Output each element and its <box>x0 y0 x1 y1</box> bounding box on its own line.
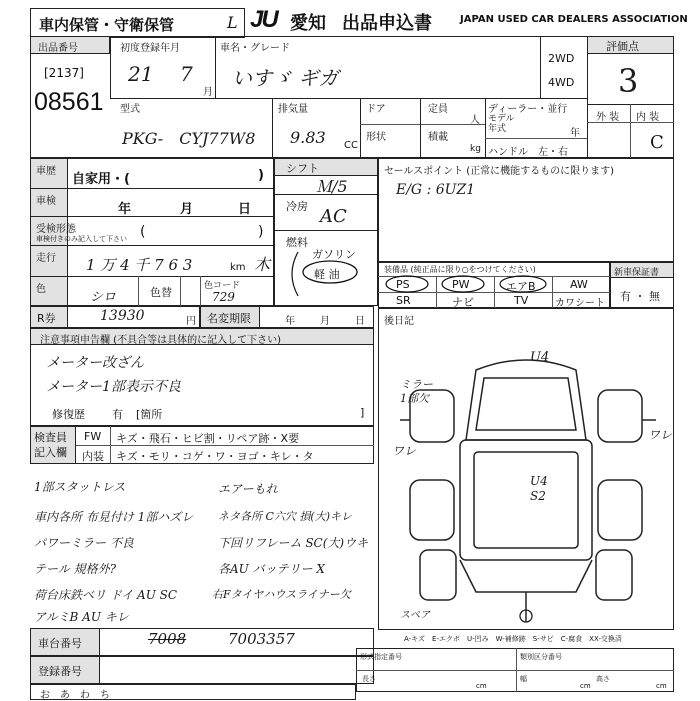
diesel-circle <box>300 258 360 286</box>
dims-class-label: 類別区分番号 <box>520 653 562 661</box>
mileage-mark: 木 <box>254 255 271 274</box>
divider <box>587 36 588 158</box>
load-label: 積載 <box>428 132 448 143</box>
notes-history-label: 修復歴 <box>52 408 85 421</box>
color-label: 色 <box>36 284 46 295</box>
bottom-cell-2: あ <box>60 690 70 701</box>
inspection-day: 日 <box>238 202 252 217</box>
inspection-label: 車検 <box>36 196 56 207</box>
warranty-label: 新車保証書 <box>614 268 660 278</box>
frame-label: 車台番号 <box>38 637 82 650</box>
equip-airbag-circle <box>498 274 548 294</box>
divider <box>180 276 181 306</box>
bottom-cell-1: お <box>40 690 50 701</box>
score-int-value: C <box>650 132 664 153</box>
storage-stamp: 車内保管・守衛保管 <box>39 16 175 34</box>
sales-value: E/G : 6UZ1 <box>396 182 476 198</box>
model-value: PKG- CYJ77W8 <box>122 129 256 148</box>
diagram-right: ワレ <box>648 428 673 442</box>
remark-4: ネタ各所 C六穴 損(大)キレ <box>218 510 352 523</box>
score-value: 3 <box>618 62 639 100</box>
fuel-label: 燃料 <box>286 236 308 249</box>
notes-line2: メーター1部表示不良 <box>46 379 181 395</box>
sales-label: セールスポイント (正常に機能するものに限ります) <box>384 166 615 177</box>
load-unit: kg <box>470 144 481 154</box>
inspector-fw-text: キズ・飛石・ヒビ割・リペア跡・X要 <box>116 432 300 445</box>
lot-sub: [2137] <box>44 66 84 80</box>
truck-diagram <box>380 330 672 630</box>
shift-label: シフト <box>286 162 319 175</box>
notes-history-value: 有 <box>112 408 123 421</box>
remark-3: 車内各所 布見付け 1部ハズレ <box>34 510 194 524</box>
equip-ps-circle <box>384 274 430 294</box>
divider <box>110 36 111 98</box>
inspector-interior: 内装 <box>82 450 104 463</box>
doors-label: ドア <box>366 104 386 115</box>
equip-aw: AW <box>570 278 588 291</box>
equip-ps: PS <box>396 278 410 291</box>
dims-shape-label: 形式指定番号 <box>360 653 402 661</box>
remark-8: 各AU バッテリー X <box>218 562 325 576</box>
diagram-label: 後日記 <box>384 316 414 327</box>
divider <box>630 104 631 158</box>
ac-label: 冷房 <box>286 200 308 213</box>
mileage-unit: km <box>230 262 246 273</box>
divider <box>200 276 201 306</box>
divider <box>360 124 485 125</box>
inspector-fw: FW <box>84 430 102 443</box>
ac-value: AC <box>320 206 347 227</box>
divider <box>138 276 139 306</box>
remark-1: 1部スタットレス <box>34 480 126 494</box>
dims-width-unit: cm <box>580 682 591 690</box>
divider <box>552 276 553 308</box>
frame-struck: 7008 <box>148 630 187 648</box>
remark-9: 荷台床鉄ベリ ドイ AU SC <box>34 588 178 602</box>
bottom-row <box>30 684 356 700</box>
remark-6: 下回リフレーム SC(大)ウキ <box>218 536 369 550</box>
ju-logo: JU <box>250 6 277 33</box>
dims-width: 幅 <box>520 675 527 683</box>
divider <box>30 245 274 246</box>
divider <box>274 194 378 195</box>
notes-history-bracket: [箇所 <box>136 408 163 421</box>
model-year-label: モデル 年式 <box>488 114 515 134</box>
name-change-year: 年 <box>285 316 295 327</box>
divider <box>420 98 421 158</box>
displacement-value: 9.83 <box>290 128 326 147</box>
dims-length-unit: cm <box>476 682 487 690</box>
remark-2: エアーもれ <box>218 482 278 496</box>
recycle-value: 13930 <box>100 308 145 324</box>
color-code: 729 <box>212 290 235 304</box>
divider <box>110 426 111 464</box>
model-year-unit: 年 <box>570 128 580 139</box>
divider <box>30 216 274 217</box>
fuel-bracket <box>282 250 302 300</box>
reg-year: 21 <box>128 62 154 86</box>
notes-label: 注意事項申告欄 (不具合等は具体的に記入して下さい) <box>40 335 281 346</box>
org-english: JAPAN USED CAR DEALERS ASSOCIATION <box>460 14 688 25</box>
history-close: ) <box>258 168 264 183</box>
mileage-label: 走行 <box>36 253 56 264</box>
divider <box>272 98 273 158</box>
diagram-mirror-note: ミラー 1部欠 <box>400 378 433 405</box>
divider <box>356 670 674 671</box>
receipt-label: 受検形態 <box>36 224 76 235</box>
inspector-label: 検査員 記入欄 <box>34 431 67 459</box>
drive-2wd: 2WD <box>548 52 575 65</box>
divider <box>30 188 274 189</box>
shape-label: 形状 <box>366 132 386 143</box>
color-value: シロ <box>90 290 117 305</box>
diagram-bottom: スペア <box>400 610 430 621</box>
score-ext-label: 外 装 <box>596 112 620 123</box>
equip-navi: ナビ <box>452 296 474 309</box>
divider <box>110 98 587 99</box>
bottom-cell-4: ち <box>100 690 110 701</box>
displacement-label: 排気量 <box>278 104 308 115</box>
fuel-gas: ガソリン <box>312 248 356 261</box>
divider <box>215 36 216 98</box>
mileage-value: 1 万 4 千 7 6 3 <box>86 256 193 274</box>
warranty-value: 有 ・ 無 <box>620 290 660 303</box>
diagram-legend: A-キズ E-エクボ U-凹み W-補修跡 S-サビ C-腐食 XX-交換済 <box>404 635 622 643</box>
remark-10: 右Fタイヤハウスライナー欠 <box>212 588 351 601</box>
dims-height-unit: cm <box>656 682 667 690</box>
dealer-label: ディーラー・並行 <box>488 104 568 115</box>
notes-history-close: ] <box>360 406 365 419</box>
capacity-unit: 人 <box>470 115 480 126</box>
remark-11: アルミB AU キレ <box>34 610 129 624</box>
equip-sr: SR <box>396 294 411 307</box>
remark-5: パワーミラー 不良 <box>34 536 134 550</box>
divider <box>436 276 437 308</box>
doc-title: 出品申込書 <box>342 13 432 33</box>
score-int-label: 内 装 <box>636 112 660 123</box>
inspection-year: 年 <box>118 202 132 217</box>
receipt-note: 車検付きのみ記入して下さい <box>36 235 127 243</box>
divider <box>587 122 674 123</box>
storage-stamp-mark: L <box>227 13 238 32</box>
diagram-center: U4 S2 <box>530 474 548 503</box>
divider <box>485 138 587 139</box>
diagram-left: ワレ <box>392 444 417 458</box>
name-change-label: 名変期限 <box>207 312 251 325</box>
name-change-month: 月 <box>320 316 330 327</box>
remark-7: テール 規格外? <box>34 562 117 576</box>
dims-length: 長さ <box>362 675 376 683</box>
equip-label: 装備品 (純正品に限り○をつけてください) <box>384 265 536 274</box>
color-code-label: 色コード <box>204 281 241 291</box>
equip-leather: カワシート <box>555 298 605 309</box>
reg-month-unit: 月 <box>203 87 213 98</box>
equip-tv: TV <box>514 294 529 307</box>
diagram-top: U4 <box>530 350 550 365</box>
name-change-day: 日 <box>355 316 365 327</box>
lot-label: 出品番号 <box>38 43 78 54</box>
storage-stamp-box <box>30 8 245 38</box>
dims-height: 高さ <box>596 675 610 683</box>
frame-value: 7003357 <box>228 630 295 648</box>
model-label: 型式 <box>120 104 140 115</box>
divider <box>494 276 495 308</box>
inspector-interior-text: キズ・モリ・コゲ・ワ・ヨゴ・キレ・タ <box>116 450 314 463</box>
divider <box>30 276 274 277</box>
recycle-label: R券 <box>37 312 56 325</box>
notes-line1: メーター改ざん <box>46 355 144 371</box>
inspection-month: 月 <box>180 202 194 217</box>
equip-pw: PW <box>452 278 470 291</box>
shift-value: Ｍ/5 <box>316 177 348 196</box>
divider <box>485 98 486 158</box>
receipt-close: ) <box>258 224 264 240</box>
reg-label: 初度登録年月 <box>120 43 180 54</box>
color-swap-label: 色替 <box>150 286 172 299</box>
equip-pw-circle <box>440 274 486 294</box>
name-label: 車名・グレード <box>220 43 290 54</box>
car-name: いすゞ ギガ <box>232 66 339 90</box>
receipt-open: ( <box>140 224 146 240</box>
divider <box>516 648 517 692</box>
recycle-unit: 円 <box>186 316 196 327</box>
reg-month: 7 <box>180 62 193 86</box>
org-name: 愛知 <box>290 13 326 33</box>
divider <box>360 98 361 158</box>
plate-label: 登録番号 <box>38 665 82 678</box>
history-label: 車歴 <box>36 166 56 177</box>
history-value: 自家用・( <box>72 172 130 187</box>
handle-label: ハンドル 左・右 <box>488 147 568 158</box>
drive-4wd: 4WD <box>548 76 575 89</box>
capacity-label: 定員 <box>428 104 448 115</box>
fuel-diesel: 軽 油 <box>314 268 340 281</box>
lot-number: 08561 <box>34 88 104 116</box>
bottom-cell-3: わ <box>80 690 90 701</box>
equip-airbag: エアB <box>506 280 536 293</box>
divider <box>274 230 378 231</box>
displacement-unit: CC <box>344 140 358 151</box>
score-label: 評価点 <box>606 40 639 53</box>
divider <box>540 36 541 98</box>
